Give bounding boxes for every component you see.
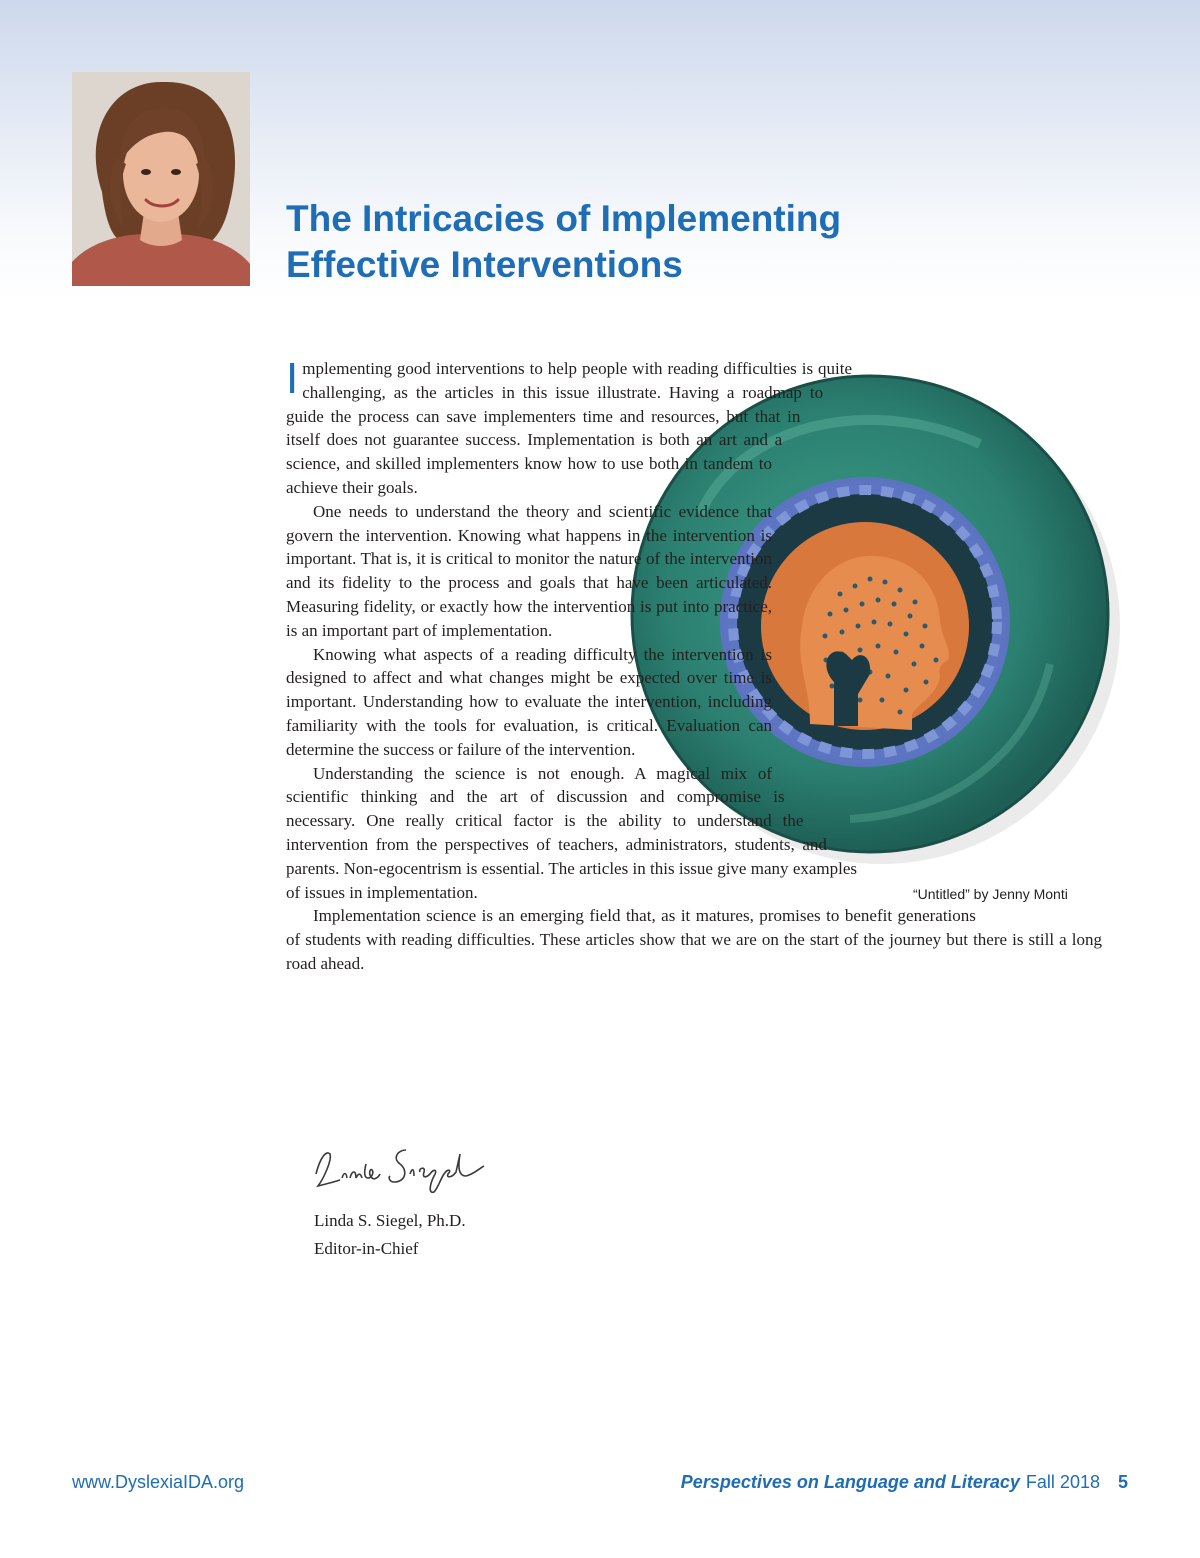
author-photo <box>72 72 250 286</box>
paragraph-4: Understanding the science is not enough. A magical mix of scientific thinking and the art of discussion and compromise is necessary. One really critical factor is the ability to understand the intervention from the perspectives of teachers, administrators, students, and parents. Non-egocentrism is essential. The articles in this issue give many examples of issues in implementation. <box>286 763 858 902</box>
signatory-role: Editor-in-Chief <box>314 1239 419 1258</box>
footer-website-link[interactable]: www.DyslexiaIDA.org <box>72 1472 245 1492</box>
handwritten-signature <box>310 1138 490 1200</box>
footer-publication-info <box>681 1472 1128 1493</box>
article-title <box>286 196 1086 288</box>
article-title-line-2: Effective Interventions <box>286 244 683 285</box>
drop-cap: I <box>286 354 299 403</box>
paragraph-1-text: mplementing good interventions to help people with reading difficulties is quite challenging, as the articles in this issue illustrate. Having a roadmap to guide the process can save implementers time and resources, but that in itself does not guarantee success. Implementation is both an art and a science, and skilled implementers know how to use both in tandem to achieve their goals. <box>286 359 853 497</box>
article-body <box>286 354 1102 976</box>
artwork-caption: “Untitled” by Jenny Monti <box>913 886 1068 902</box>
page-number: 5 <box>1117 1472 1128 1492</box>
signatory-name: Linda S. Siegel, Ph.D. <box>314 1211 466 1230</box>
paragraph-5: Implementation science is an emerging field that, as it matures, promises to benefit generations of students with reading difficulties. These articles show that we are on the start of the journey but there is still a long road ahead. <box>286 906 1102 973</box>
article-title-line-1: The Intricacies of Implementing <box>286 198 842 239</box>
paragraph-3: Knowing what aspects of a reading difficulty the intervention is designed to affect and what changes might be expected over time is important. Understanding how to evaluate the intervention, including familiarity with the tools for evaluation, is critical. Evaluation can determine the success or failure of the intervention. <box>286 644 772 759</box>
paragraph-2: One needs to understand the theory and scientific evidence that govern the intervention. Knowing what happens in the intervention is important. That is, it is critical to monitor the nature of the intervention and its fidelity to the process and goals that have been articulated. Measuring fidelity, or exactly how the intervention is put into practice, is an important part of implementation. <box>286 501 772 640</box>
publication-title: Perspectives on Language and Literacy <box>680 1472 1020 1492</box>
issue-label: Fall 2018 <box>1025 1472 1100 1492</box>
